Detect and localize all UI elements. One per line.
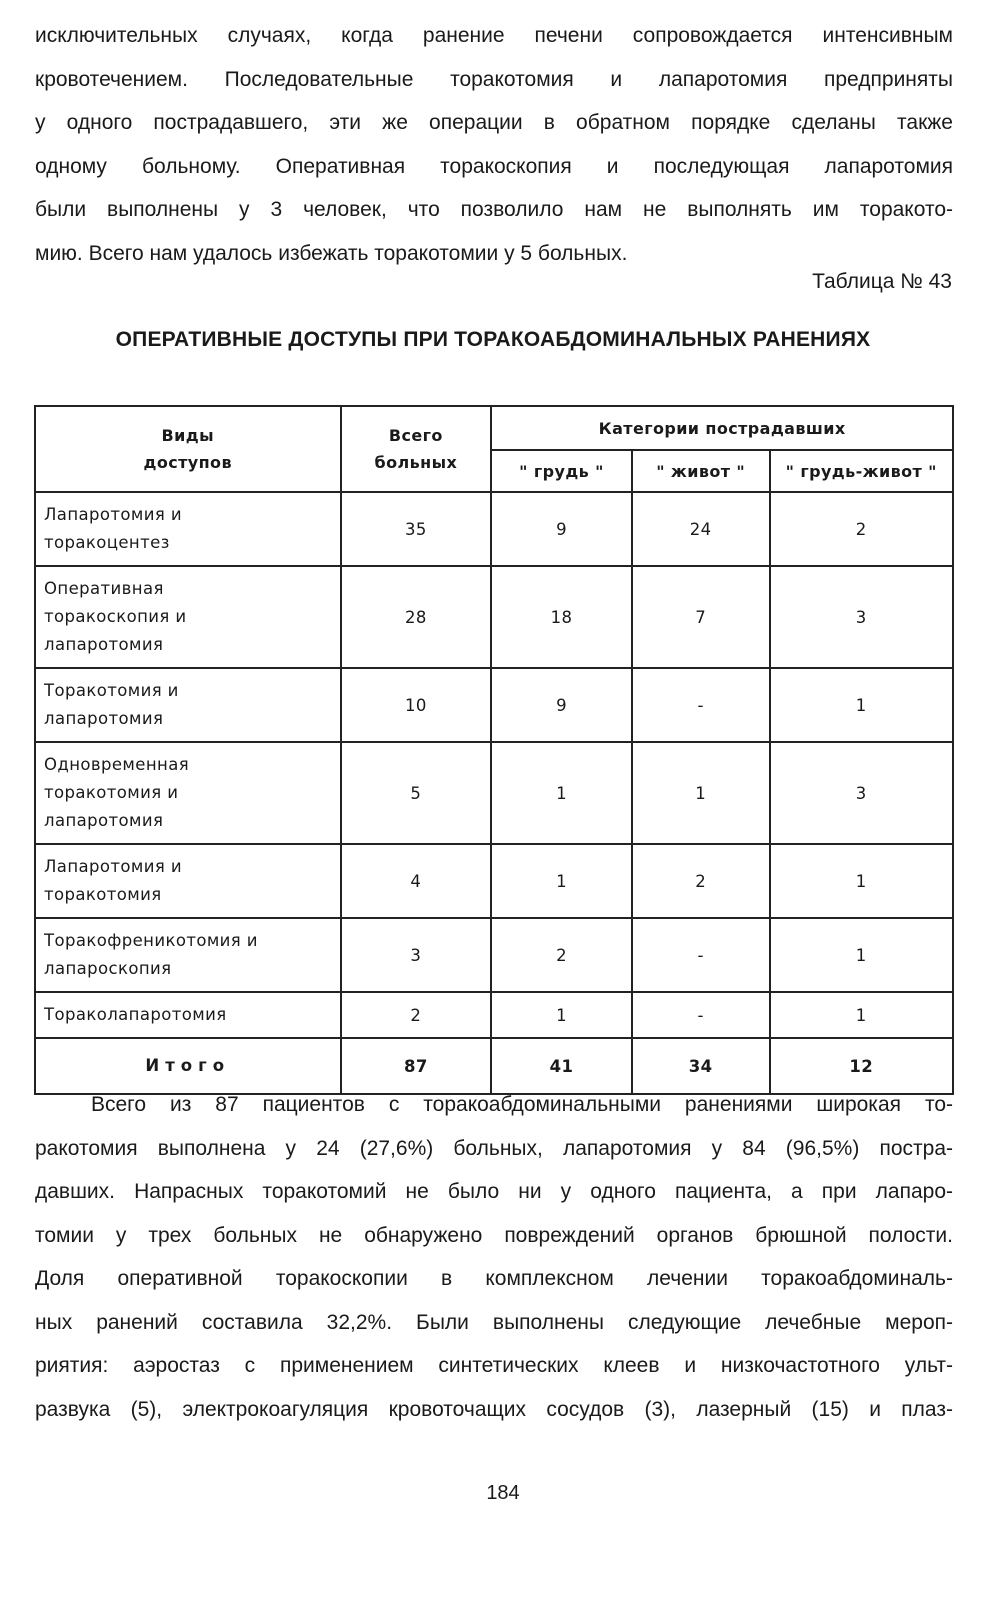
total-abdomen: 34 xyxy=(632,1038,770,1094)
cell-total: 35 xyxy=(341,492,492,566)
row-label xyxy=(35,992,341,1038)
table-number: Таблица № 43 xyxy=(812,270,952,293)
label-line: Торакофреникотомия и xyxy=(44,931,258,950)
label-line: лапароскопия xyxy=(44,959,172,978)
header-abdomen: " живот " xyxy=(632,450,770,492)
row-label xyxy=(35,742,341,844)
header-total-patients xyxy=(341,406,492,492)
cell-total: 28 xyxy=(341,566,492,668)
label-line: Одновременная xyxy=(44,755,190,774)
cell-total: 3 xyxy=(341,918,492,992)
cell-total: 4 xyxy=(341,844,492,918)
text-line: томии у трех больных не обнаружено повреждений органов брюшной полости. xyxy=(35,1223,953,1247)
table-row xyxy=(35,566,953,668)
label-line: Лапаротомия и xyxy=(44,505,182,524)
cell-chest-abdomen: 3 xyxy=(770,742,953,844)
cell-chest: 1 xyxy=(491,844,632,918)
text-line: риятия: аэростаз с применением синтетических клеев и низкочастотного ульт- xyxy=(35,1354,953,1377)
header-text: Всего xyxy=(388,426,443,445)
total-label: Итого xyxy=(35,1038,341,1094)
summary-paragraph xyxy=(35,1083,953,1431)
text-line: Всего из 87 пациентов с торакоабдоминальными ранениями широкая то- xyxy=(91,1093,953,1116)
header-text: доступов xyxy=(143,453,232,472)
table-row xyxy=(35,742,953,844)
cell-chest-abdomen: 3 xyxy=(770,566,953,668)
text-line: были выполнены у 3 человек, что позволило нам не выполнять им торакото- xyxy=(35,198,953,221)
label-line: торакотомия xyxy=(44,885,162,904)
table-row xyxy=(35,918,953,992)
label-line: торакоскопия и xyxy=(44,607,187,626)
cell-abdomen: 24 xyxy=(632,492,770,566)
label-line: торакоцентез xyxy=(44,533,170,552)
text-line: одному больному. Оперативная торакоскопия и последующая лапаротомия xyxy=(35,154,953,178)
header-categories: Категории пострадавших xyxy=(491,406,953,450)
text-line: ных ранений составила 32,2%. Были выполнены следующие лечебные мероп- xyxy=(35,1310,953,1334)
cell-chest: 9 xyxy=(491,492,632,566)
cell-chest: 1 xyxy=(491,742,632,844)
row-label xyxy=(35,492,341,566)
header-text: больных xyxy=(374,453,458,472)
table-row xyxy=(35,668,953,742)
cell-abdomen: 1 xyxy=(632,742,770,844)
cell-total: 5 xyxy=(341,742,492,844)
header-chest: " грудь " xyxy=(491,450,632,492)
header-text: Виды xyxy=(161,426,214,445)
cell-total: 2 xyxy=(341,992,492,1038)
cell-chest: 1 xyxy=(491,992,632,1038)
cell-total: 10 xyxy=(341,668,492,742)
text-line: исключительных случаях, когда ранение печени сопровождается интенсивным xyxy=(35,24,953,47)
text-line: ракотомия выполнена у 24 (27,6%) больных, лапаротомия у 84 (96,5%) постра- xyxy=(35,1136,953,1160)
text-line: давших. Напрасных торакотомий не было ни у одного пациента, а при лапаро- xyxy=(35,1180,953,1203)
label-line: лапаротомия xyxy=(44,709,164,728)
label-line: Торакотомия и xyxy=(44,681,179,700)
row-label xyxy=(35,918,341,992)
table-row xyxy=(35,844,953,918)
total-chest-abdomen: 12 xyxy=(770,1038,953,1094)
cell-chest-abdomen: 2 xyxy=(770,492,953,566)
label-line: лапаротомия xyxy=(44,811,164,830)
table-title: ОПЕРАТИВНЫЕ ДОСТУПЫ ПРИ ТОРАКОАБДОМИНАЛЬНЫХ РАНЕНИЯХ xyxy=(115,328,871,351)
label-line: лапаротомия xyxy=(44,635,164,654)
row-label xyxy=(35,844,341,918)
cell-chest-abdomen: 1 xyxy=(770,668,953,742)
cell-abdomen: 7 xyxy=(632,566,770,668)
header-access-types xyxy=(35,406,341,492)
cell-chest-abdomen: 1 xyxy=(770,844,953,918)
cell-abdomen: 2 xyxy=(632,844,770,918)
text-line: у одного пострадавшего, эти же операции в обратном порядке сделаны также xyxy=(35,111,953,134)
label-line: Лапаротомия и xyxy=(44,857,182,876)
cell-abdomen: - xyxy=(632,992,770,1038)
page-number: 184 xyxy=(486,1482,520,1504)
cell-chest-abdomen: 1 xyxy=(770,918,953,992)
text-line: развука (5), электрокоагуляция кровоточащих сосудов (3), лазерный (15) и плаз- xyxy=(35,1397,953,1421)
operative-access-table xyxy=(34,405,954,1095)
label-line: Оперативная xyxy=(44,579,164,598)
header-chest-abdomen: " грудь-живот " xyxy=(770,450,953,492)
row-label xyxy=(35,668,341,742)
label-line: Тораколапаротомия xyxy=(44,1005,227,1024)
text-line: Доля оперативной торакоскопии в комплексном лечении торакоабдоминаль- xyxy=(35,1267,953,1290)
total-chest: 41 xyxy=(491,1038,632,1094)
cell-chest: 9 xyxy=(491,668,632,742)
total-all: 87 xyxy=(341,1038,492,1094)
text-line: мию. Всего нам удалось избежать торакотомии у 5 больных. xyxy=(35,241,628,265)
row-label xyxy=(35,566,341,668)
table-row xyxy=(35,992,953,1038)
cell-chest-abdomen: 1 xyxy=(770,992,953,1038)
cell-chest: 2 xyxy=(491,918,632,992)
table-row xyxy=(35,492,953,566)
text-line: кровотечением. Последовательные торакотомия и лапаротомия предприняты xyxy=(35,67,953,91)
cell-abdomen: - xyxy=(632,918,770,992)
label-line: торакотомия и xyxy=(44,783,179,802)
intro-paragraph xyxy=(35,14,953,275)
cell-chest: 18 xyxy=(491,566,632,668)
cell-abdomen: - xyxy=(632,668,770,742)
